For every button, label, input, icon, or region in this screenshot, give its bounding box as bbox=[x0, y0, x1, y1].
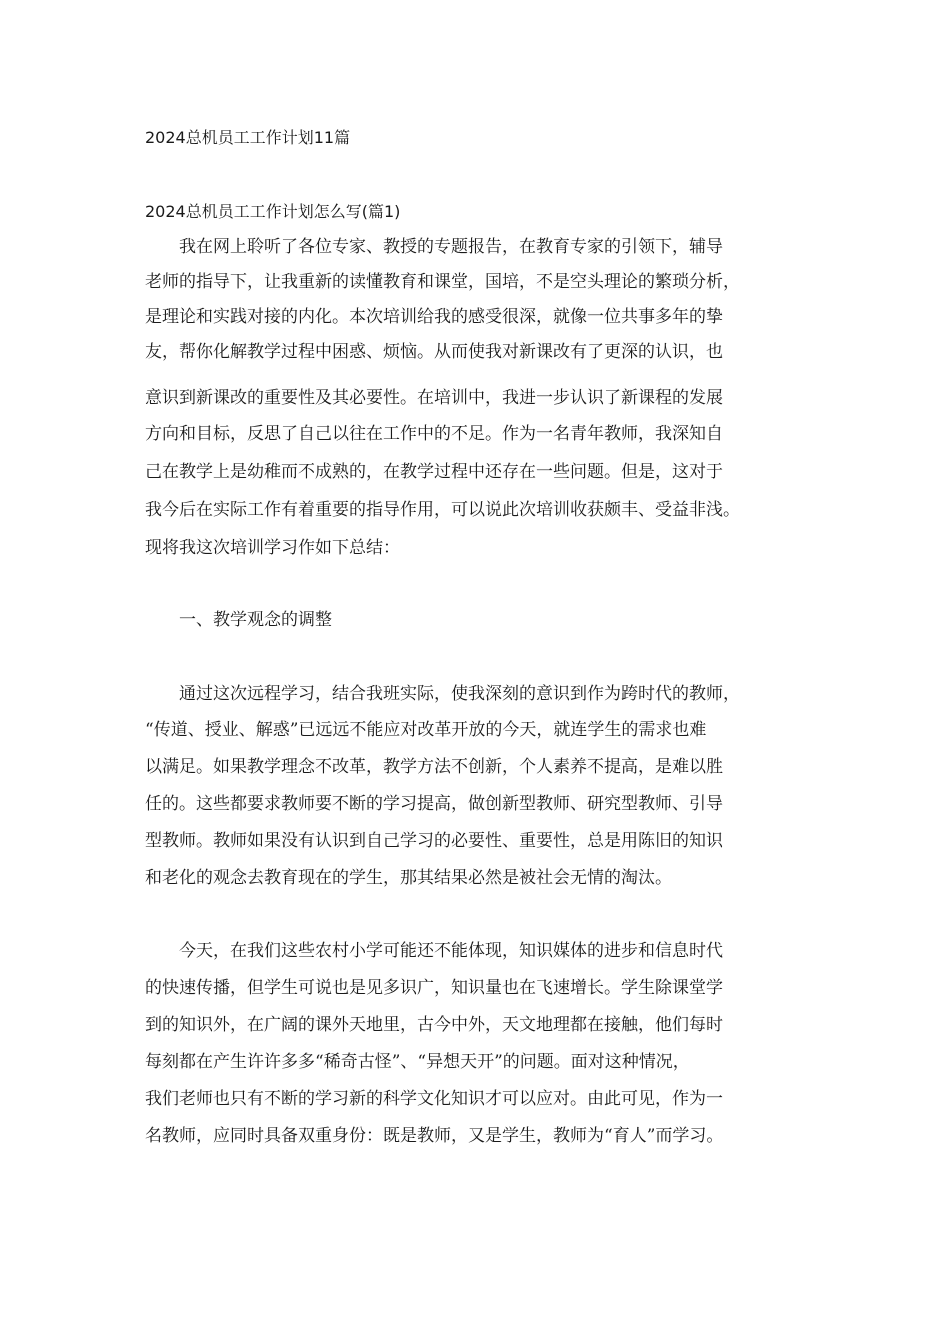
document-title: 2024总机员工工作计划11篇 bbox=[145, 128, 351, 147]
paragraph-line: 我在网上聆听了各位专家、教授的专题报告，在教育专家的引领下，辅导 bbox=[145, 237, 723, 257]
paragraph-line: 方向和目标，反思了自己以往在工作中的不足。作为一名青年教师，我深知自 bbox=[145, 424, 723, 444]
paragraph-line: 每刻都在产生许许多多“稀奇古怪”、“异想天开”的问题。面对这种情况， bbox=[145, 1052, 690, 1072]
paragraph-line: 友，帮你化解教学过程中困惑、烦恼。从而使我对新课改有了更深的认识，也 bbox=[145, 342, 723, 362]
paragraph-line: 型教师。教师如果没有认识到自己学习的必要性、重要性，总是用陈旧的知识 bbox=[145, 831, 723, 851]
paragraph-line: 现将我这次培训学习作如下总结： bbox=[145, 538, 400, 558]
paragraph-line: 我今后在实际工作有着重要的指导作用，可以说此次培训收获颇丰、受益非浅。 bbox=[145, 500, 740, 520]
section-heading: 一、教学观念的调整 bbox=[145, 610, 332, 630]
paragraph-line: 意识到新课改的重要性及其必要性。在培训中，我进一步认识了新课程的发展 bbox=[145, 388, 723, 408]
section-subtitle: 2024总机员工工作计划怎么写(篇1) bbox=[145, 202, 401, 221]
paragraph-line: 是理论和实践对接的内化。本次培训给我的感受很深，就像一位共事多年的挚 bbox=[145, 307, 723, 327]
paragraph-line: 的快速传播，但学生可说也是见多识广，知识量也在飞速增长。学生除课堂学 bbox=[145, 978, 723, 998]
paragraph-line: 我们老师也只有不断的学习新的科学文化知识才可以应对。由此可见，作为一 bbox=[145, 1089, 723, 1109]
paragraph-line: 任的。这些都要求教师要不断的学习提高，做创新型教师、研究型教师、引导 bbox=[145, 794, 723, 814]
paragraph-line: 老师的指导下，让我重新的读懂教育和课堂，国培，不是空头理论的繁琐分析， bbox=[145, 272, 740, 292]
paragraph-line: 名教师，应同时具备双重身份：既是教师，又是学生，教师为“育人”而学习。 bbox=[145, 1126, 724, 1146]
paragraph-line: 今天，在我们这些农村小学可能还不能体现，知识媒体的进步和信息时代 bbox=[145, 941, 723, 961]
paragraph-line: 以满足。如果教学理念不改革，教学方法不创新，个人素养不提高，是难以胜 bbox=[145, 757, 723, 777]
paragraph-line: “传道、授业、解惑”已远远不能应对改革开放的今天，就连学生的需求也难 bbox=[145, 720, 707, 740]
paragraph-line: 己在教学上是幼稚而不成熟的，在教学过程中还存在一些问题。但是，这对于 bbox=[145, 462, 723, 482]
paragraph-line: 通过这次远程学习，结合我班实际，使我深刻的意识到作为跨时代的教师， bbox=[145, 684, 740, 704]
paragraph-line: 到的知识外，在广阔的课外天地里，古今中外，天文地理都在接触，他们每时 bbox=[145, 1015, 723, 1035]
paragraph-line: 和老化的观念去教育现在的学生，那其结果必然是被社会无情的淘汰。 bbox=[145, 868, 672, 888]
